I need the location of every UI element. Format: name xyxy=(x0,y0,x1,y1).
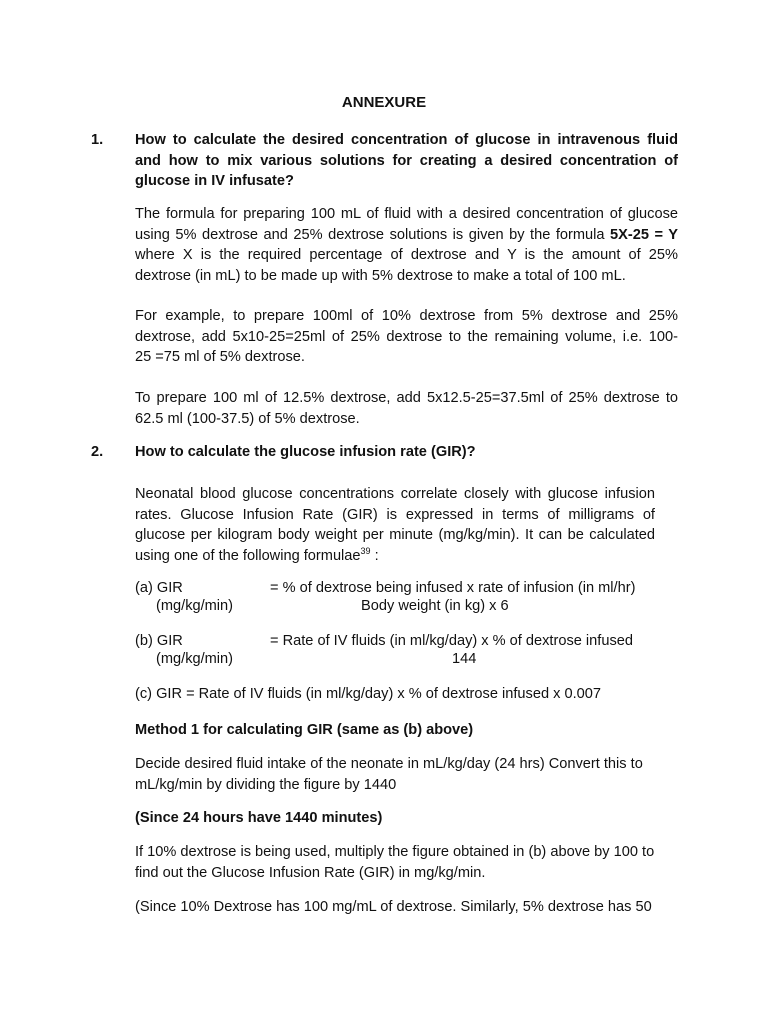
formula-a-label: (a) GIR xyxy=(135,580,183,596)
page-title: ANNEXURE xyxy=(341,94,427,111)
text-line: rates. Glucose Infusion Rate (GIR) is expressed in terms of milligrams of xyxy=(135,506,655,523)
text-line xyxy=(135,225,678,246)
text-line: 62.5 ml (100-37.5) of 5% dextrose. xyxy=(135,410,360,427)
heading-line: glucose in IV infusate? xyxy=(135,173,294,189)
text-fragment: using one of the following formulae xyxy=(135,547,361,564)
formula-b-label: (b) GIR xyxy=(135,633,183,649)
paragraph xyxy=(135,842,678,883)
paragraph xyxy=(135,484,655,566)
heading-line: and how to mix various solutions for creating a desired concentration of xyxy=(135,152,678,169)
formula-bold: 5X-25 = Y xyxy=(610,226,679,243)
text-line: where X is the required percentage of dextrose and Y is the amount of 25% xyxy=(135,247,678,263)
text-line: To prepare 100 ml of 12.5% dextrose, add 5x12.5-25=37.5ml of 25% dextrose to xyxy=(135,390,678,406)
formula-a-numerator: = % of dextrose being infused x rate of infusion (in ml/hr) xyxy=(270,580,636,596)
formula-a-denominator: Body weight (in kg) x 6 xyxy=(361,598,509,614)
text-line: Decide desired fluid intake of the neonate in mL/kg/day (24 hrs) Convert this to xyxy=(135,756,643,772)
text-line: glucose per kilogram body weight per minute (mg/kg/min). It can be calculated xyxy=(135,527,655,543)
text-line: dextrose (in mL) to be made up with 5% dextrose to make a total of 100 mL. xyxy=(135,267,626,284)
paragraph xyxy=(135,306,678,368)
formula-b-numerator: = Rate of IV fluids (in ml/kg/day) x % of dextrose infused xyxy=(270,633,633,649)
formula-c: (c) GIR = Rate of IV fluids (in ml/kg/day) x % of dextrose infused x 0.007 xyxy=(135,686,601,702)
text-line: Neonatal blood glucose concentrations correlate closely with glucose infusion xyxy=(135,486,655,502)
paragraph xyxy=(135,204,678,286)
section-heading: How to calculate the glucose infusion rate (GIR)? xyxy=(135,444,476,460)
text-fragment: using 5% dextrose and 25% dextrose solutions is given by the formula xyxy=(135,226,611,243)
text-line: (Since 10% Dextrose has 100 mg/mL of dextrose. Similarly, 5% dextrose has 50 xyxy=(135,899,652,915)
text-line: The formula for preparing 100 mL of fluid with a desired concentration of glucose xyxy=(135,206,678,222)
text-line: mL/kg/min by dividing the figure by 1440 xyxy=(135,776,397,793)
citation-superscript: 39 xyxy=(360,545,371,556)
text-fragment: : xyxy=(370,547,379,564)
section-number: 1. xyxy=(91,132,104,148)
paragraph xyxy=(135,388,678,429)
text-line: find out the Glucose Infusion Rate (GIR) in mg/kg/min. xyxy=(135,864,486,881)
formula-b-denominator: 144 xyxy=(452,651,477,667)
method-heading: Method 1 for calculating GIR (same as (b) above) xyxy=(135,722,474,738)
paragraph xyxy=(135,754,678,795)
text-line: If 10% dextrose is being used, multiply the figure obtained in (b) above by 100 to xyxy=(135,844,655,860)
text-line xyxy=(135,546,655,567)
text-line: 25 =75 ml of 5% dextrose. xyxy=(135,349,305,365)
heading-line: How to calculate the desired concentration of glucose in intravenous fluid xyxy=(135,132,678,148)
text-line: For example, to prepare 100ml of 10% dextrose from 5% dextrose and 25% xyxy=(135,308,678,324)
note-bold: (Since 24 hours have 1440 minutes) xyxy=(135,810,383,826)
text-line: dextrose, add 5x10-25=25ml of 25% dextrose to the remaining volume, i.e. 100- xyxy=(135,328,678,345)
formula-b-unit: (mg/kg/min) xyxy=(156,651,234,667)
formula-a-unit: (mg/kg/min) xyxy=(156,598,234,614)
section-heading xyxy=(135,130,678,192)
section-number: 2. xyxy=(91,444,104,460)
